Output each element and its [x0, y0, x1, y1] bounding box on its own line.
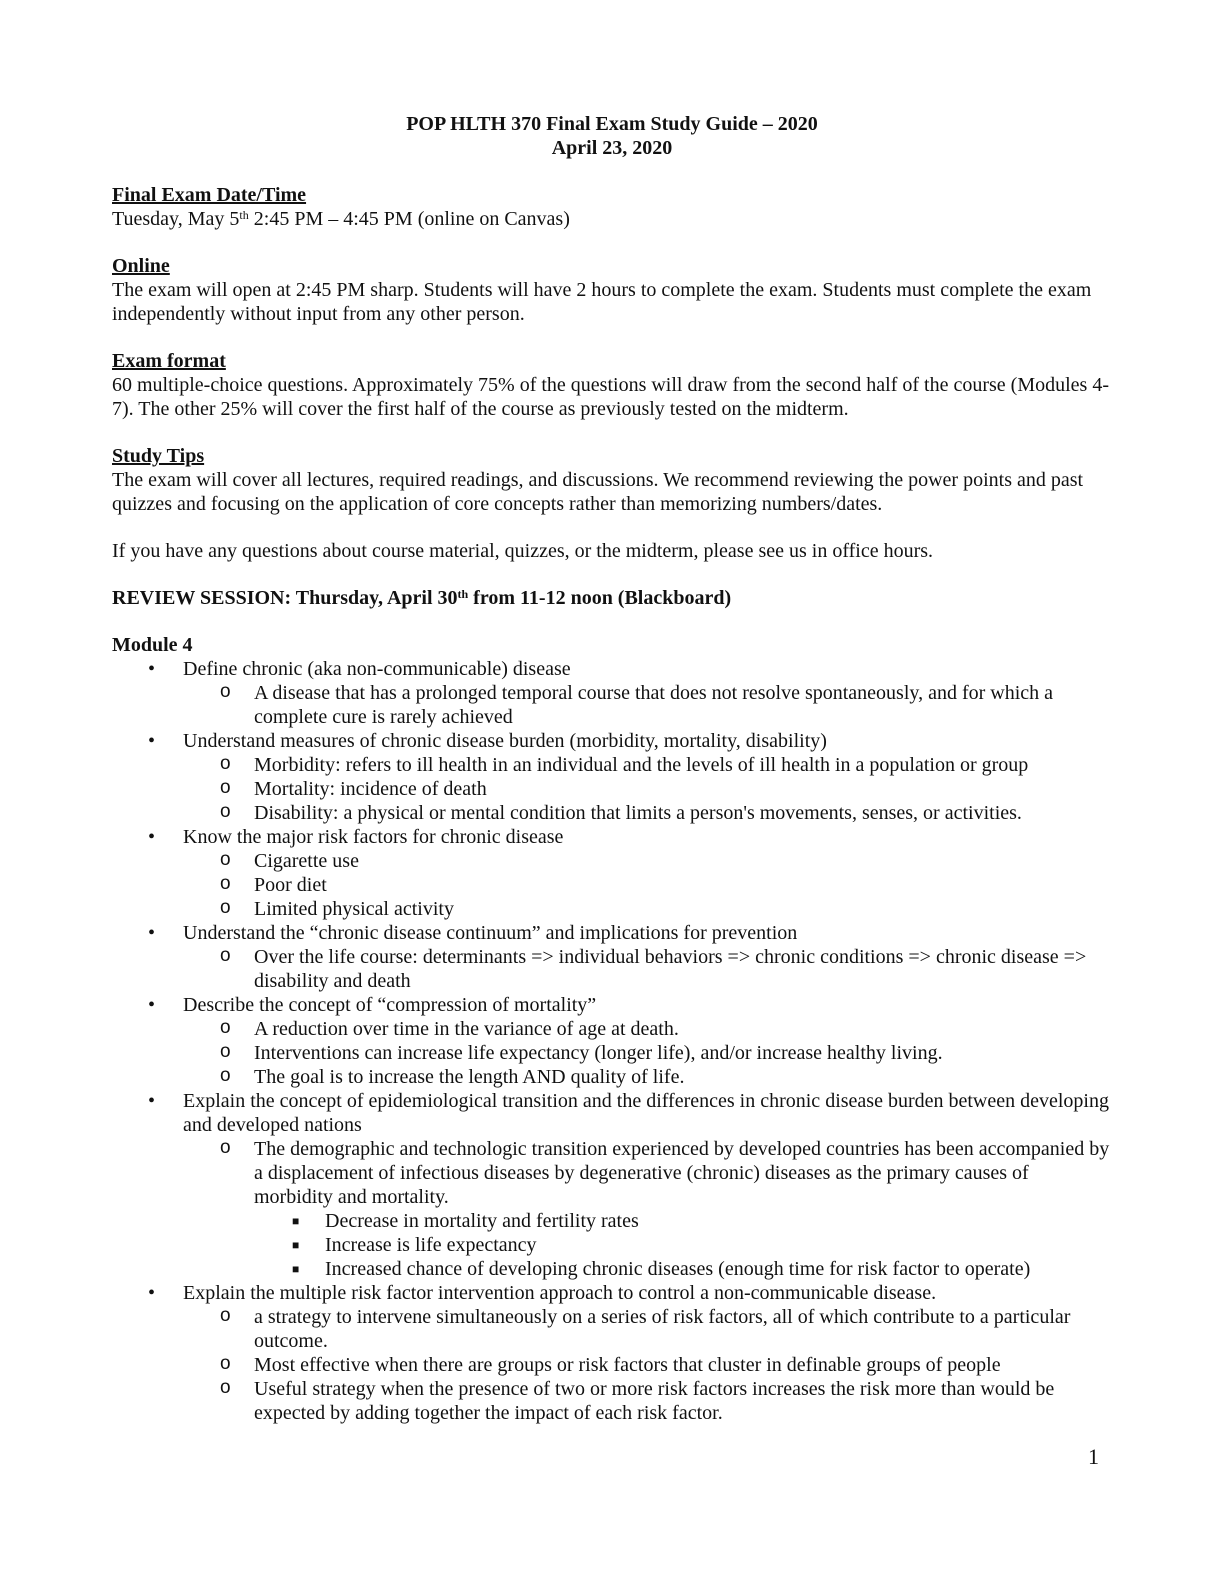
exam-date-time: 2:45 PM – 4:45 PM (online on Canvas) [248, 208, 570, 230]
list-item-text: Explain the multiple risk factor intervention approach to control a non-communicable disease. [183, 1282, 937, 1304]
sub-sub-list-item-text: Decrease in mortality and fertility rates [325, 1210, 639, 1232]
sub-list-item [112, 1065, 1112, 1089]
sub-list [183, 681, 1112, 729]
circle-bullet-icon: o [220, 753, 231, 774]
sub-list-item-text: A reduction over time in the variance of age at death. [254, 1018, 679, 1040]
list-item-text: Understand the “chronic disease continuum” and implications for prevention [183, 922, 798, 944]
online-section [112, 254, 1112, 326]
bullet-icon: • [148, 994, 156, 1016]
sub-sub-list-item [112, 1233, 1112, 1257]
square-bullet-icon: ■ [292, 1214, 300, 1228]
sub-list-item-text: Interventions can increase life expectancy (longer life), and/or increase healthy living. [254, 1042, 943, 1064]
list-item [112, 657, 1112, 729]
list-item-text: Describe the concept of “compression of mortality” [183, 994, 597, 1016]
sub-list-item [112, 1137, 1112, 1281]
review-session-text [112, 586, 1112, 610]
sub-list [183, 849, 1112, 921]
sub-list [183, 1137, 1112, 1281]
sub-list-item [112, 777, 1112, 801]
sub-list-item [112, 897, 1112, 921]
sub-list-item-text: The goal is to increase the length AND quality of life. [254, 1066, 685, 1088]
sub-list-item-text: a strategy to intervene simultaneously on a series of risk factors, all of which contribute to a particular outcome. [254, 1306, 1071, 1352]
list-item [112, 993, 1112, 1089]
sub-list [183, 753, 1112, 825]
sub-list-item [112, 801, 1112, 825]
list-item [112, 1281, 1112, 1425]
sub-list-item-text: Disability: a physical or mental condition that limits a person's movements, senses, or activities. [254, 802, 1022, 824]
list-item-text: Understand measures of chronic disease burden (morbidity, mortality, disability) [183, 730, 827, 752]
module-4-section [112, 633, 1112, 1425]
document-title: POP HLTH 370 Final Exam Study Guide – 2020 [406, 113, 818, 135]
sub-list-item-text: Mortality: incidence of death [254, 778, 487, 800]
review-section [112, 586, 1112, 610]
bullet-icon: • [148, 922, 156, 944]
square-bullet-icon: ■ [292, 1262, 300, 1276]
circle-bullet-icon: o [220, 1377, 231, 1398]
circle-bullet-icon: o [220, 1137, 231, 1158]
module-4-list [112, 657, 1112, 1425]
document-date: April 23, 2020 [551, 137, 673, 159]
sub-list-item-text: Cigarette use [254, 850, 359, 872]
bullet-icon: • [148, 826, 156, 848]
format-heading: Exam format [112, 350, 226, 372]
list-item [112, 729, 1112, 825]
review-session-date: REVIEW SESSION: Thursday, April 30 [112, 587, 458, 609]
sub-list-item [112, 945, 1112, 993]
circle-bullet-icon: o [220, 873, 231, 894]
circle-bullet-icon: o [220, 1017, 231, 1038]
tips-heading: Study Tips [112, 445, 205, 467]
circle-bullet-icon: o [220, 897, 231, 918]
sub-list-item [112, 1305, 1112, 1353]
list-item-text: Know the major risk factors for chronic disease [183, 826, 564, 848]
online-text: The exam will open at 2:45 PM sharp. Students will have 2 hours to complete the exam. Students must complete the exam independently without input from any other person. [112, 279, 1092, 325]
format-text: 60 multiple-choice questions. Approximately 75% of the questions will draw from the second half of the course (Modules 4-7). The other 25% will cover the first half of the course as previously tested on the midterm. [112, 374, 1110, 420]
review-session-suffix: th [457, 587, 469, 601]
exam-date-day: Tuesday, May 5 [112, 208, 240, 230]
circle-bullet-icon: o [220, 801, 231, 822]
circle-bullet-icon: o [220, 945, 231, 966]
exam-date-section [112, 183, 1112, 231]
circle-bullet-icon: o [220, 1041, 231, 1062]
sub-list-item [112, 873, 1112, 897]
sub-list-item [112, 753, 1112, 777]
office-hours-text: If you have any questions about course material, quizzes, or the midterm, please see us in office hours. [112, 540, 934, 562]
sub-list-item-text: Poor diet [254, 874, 327, 896]
sub-list-item-text: Most effective when there are groups or risk factors that cluster in definable groups of people [254, 1354, 1001, 1376]
exam-date-suffix: th [239, 208, 249, 222]
sub-list-item-text: Over the life course: determinants => individual behaviors => chronic conditions => chronic disease => disability and death [254, 946, 1087, 992]
circle-bullet-icon: o [220, 1353, 231, 1374]
list-item-text: Explain the concept of epidemiological transition and the differences in chronic disease burden between developing and developed nations [183, 1090, 1109, 1136]
sub-sub-list-item-text: Increased chance of developing chronic diseases (enough time for risk factor to operate) [325, 1258, 1031, 1280]
module-4-heading: Module 4 [112, 634, 193, 656]
sub-list-item [112, 1017, 1112, 1041]
list-item [112, 921, 1112, 993]
sub-list-item [112, 849, 1112, 873]
sub-list-item-text: Morbidity: refers to ill health in an individual and the levels of ill health in a population or group [254, 754, 1029, 776]
sub-list-item-text: The demographic and technologic transition experienced by developed countries has been accompanied by a displacement of infectious diseases by degenerative (chronic) diseases as the primary causes of morbidity and mortality. [254, 1138, 1110, 1208]
page-number: 1 [1088, 1444, 1099, 1469]
circle-bullet-icon: o [220, 777, 231, 798]
bullet-icon: • [148, 1090, 156, 1112]
document-page [112, 112, 1112, 1425]
sub-list-item-text: Useful strategy when the presence of two or more risk factors increases the risk more than would be expected by adding together the impact of each risk factor. [254, 1378, 1055, 1424]
circle-bullet-icon: o [220, 681, 231, 702]
sub-sub-list-item [112, 1257, 1112, 1281]
circle-bullet-icon: o [220, 849, 231, 870]
sub-sub-list [254, 1209, 1112, 1281]
online-heading: Online [112, 255, 170, 277]
sub-list [183, 1305, 1112, 1425]
bullet-icon: • [148, 1282, 156, 1304]
sub-list-item [112, 1353, 1112, 1377]
sub-list [183, 945, 1112, 993]
sub-list-item-text: Limited physical activity [254, 898, 454, 920]
sub-list-item [112, 1377, 1112, 1425]
exam-date-text [112, 207, 1112, 231]
circle-bullet-icon: o [220, 1305, 231, 1326]
tips-section [112, 444, 1112, 563]
sub-list-item [112, 1041, 1112, 1065]
sub-list-item [112, 681, 1112, 729]
bullet-icon: • [148, 658, 156, 680]
sub-list-item-text: A disease that has a prolonged temporal course that does not resolve spontaneously, and for which a complete cure is rarely achieved [254, 682, 1054, 728]
square-bullet-icon: ■ [292, 1238, 300, 1252]
review-session-time: from 11-12 noon (Blackboard) [468, 587, 732, 609]
circle-bullet-icon: o [220, 1065, 231, 1086]
sub-sub-list-item [112, 1209, 1112, 1233]
sub-sub-list-item-text: Increase is life expectancy [325, 1234, 537, 1256]
sub-list [183, 1017, 1112, 1089]
bullet-icon: • [148, 730, 156, 752]
format-section [112, 349, 1112, 421]
list-item-text: Define chronic (aka non-communicable) disease [183, 658, 571, 680]
exam-date-heading: Final Exam Date/Time [112, 184, 307, 206]
list-item [112, 825, 1112, 921]
tips-text: The exam will cover all lectures, required readings, and discussions. We recommend reviewing the power points and past quizzes and focusing on the application of core concepts rather than memorizing numbers/dates. [112, 469, 1084, 515]
list-item [112, 1089, 1112, 1281]
